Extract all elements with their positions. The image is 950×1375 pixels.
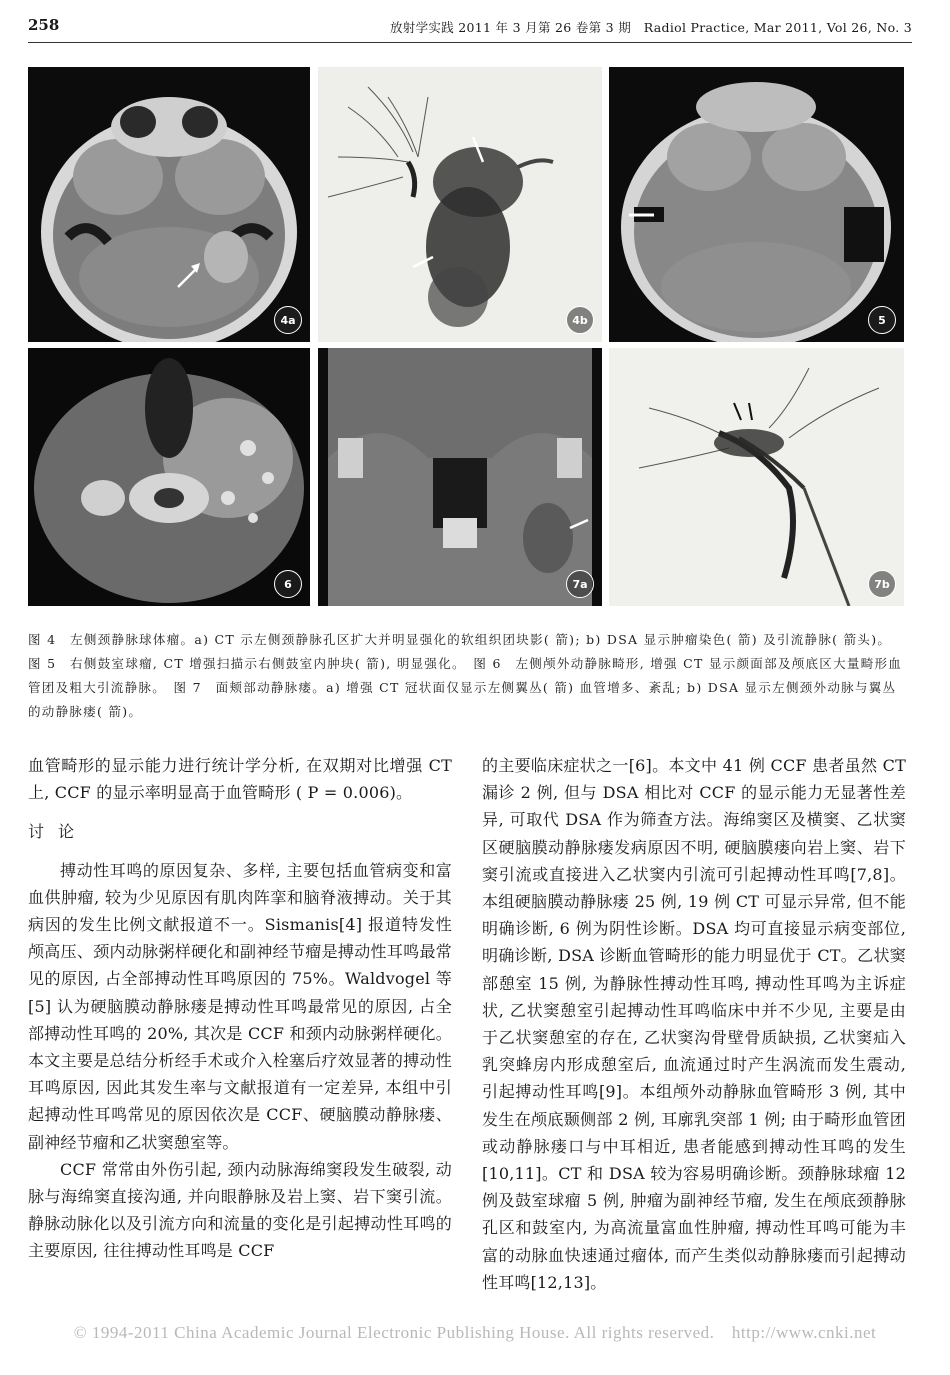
ct-coronal-image — [318, 348, 602, 606]
figure-6 — [28, 348, 310, 606]
section-heading: 讨论 — [28, 822, 89, 842]
figure-4a — [28, 67, 310, 342]
right-column — [482, 752, 906, 1296]
paragraph: CCF 常常由外伤引起, 颈内动脉海绵窦段发生破裂, 动脉与海绵窦直接沟通, 并向眼静脉及岩上窦、岩下窦引流。静脉动脉化以及引流方向和流量的变化是引起搏动性耳鸣的主要原因, 往往搏动性耳鸣是 CCF — [28, 1159, 452, 1261]
paragraph: 血管畸形的显示能力进行统计学分析, 在双期对比增强 CT 上, CCF 的显示率明显高于血管畸形 ( P = 0.006)。 — [28, 756, 452, 803]
figure-4b — [318, 67, 602, 342]
page-number: 258 — [28, 16, 60, 34]
figure-label: 4b — [566, 306, 594, 334]
ct-axial-image — [609, 67, 904, 342]
figure-caption — [28, 628, 908, 724]
figure-label: 7a — [566, 570, 594, 598]
paragraph: 的主要临床症状之一[6]。本文中 41 例 CCF 患者虽然 CT 漏诊 2 例, 但与 DSA 相比对 CCF 的显示能力无显著性差异, 可取代 DSA 作为筛查方法。海绵窦区及横窦、乙状窦区硬脑膜动静脉瘘发病原因不明, 硬脑膜瘘向岩上窦、岩下窦引流或直接进入乙状窦内引流可引起搏动性耳鸣[7,8]。本组硬脑膜动静脉瘘 25 例, 19 例 CT 可显示异常, 但不能明确诊断, 6 例为阴性诊断。DSA 均可直接显示病变部位, 明确诊断, DSA 诊断血管畸形的能力明显优于 CT。乙状窦部憩室 15 例, 为静脉性搏动性耳鸣, 搏动性耳鸣为主诉症状, 乙状窦憩室引起搏动性耳鸣临床中并不少见, 主要是由于乙状窦憩室的存在, 乙状窦沟骨壁骨质缺损, 乙状窦疝入乳突蜂房内形成憩室后, 血流通过时产生涡流而发生震动, 引起搏动性耳鸣[9]。本组颅外动静脉血管畸形 3 例, 其中发生在颅底颞侧部 2 例, 耳廓乳突部 1 例; 由于畸形血管团或动静脉瘘口与中耳相近, 患者能感到搏动性耳鸣的发生[10,11]。CT 和 DSA 较为容易明确诊断。颈静脉球瘤 12 例及鼓室球瘤 5 例, 肿瘤为副神经节瘤, 发生在颅底颈静脉孔区和鼓室内, 为高流量富血性肿瘤, 搏动性耳鸣可能为丰富的动脉血快速通过瘤体, 而产生类似动静脉瘘而引起搏动性耳鸣[12,13]。 — [482, 756, 906, 1292]
ct-axial-image — [28, 67, 310, 342]
header-rule — [28, 42, 912, 43]
figure-5 — [609, 67, 904, 342]
dsa-image — [609, 348, 904, 606]
left-column — [28, 752, 452, 1265]
dsa-image — [318, 67, 602, 342]
ct-axial-image — [28, 348, 310, 606]
figure-label: 4a — [274, 306, 302, 334]
journal-header: 放射学实践 2011 年 3 月第 26 卷第 3 期 Radiol Practice, Mar 2011, Vol 26, No. 3 — [390, 20, 912, 35]
figure-label: 5 — [868, 306, 896, 334]
figure-7b — [609, 348, 904, 606]
paragraph: 搏动性耳鸣的原因复杂、多样, 主要包括血管病变和富血供肿瘤, 较为少见原因有肌肉阵挛和脑脊液搏动。关于其病因的发生比例文献报道不一。Sismanis[4] 报道特发性颅高压、颈内动脉粥样硬化和副神经节瘤是搏动性耳鸣最常见的原因, 占全部搏动性耳鸣原因的 75%。Waldvogel 等[5] 认为硬脑膜动静脉瘘是搏动性耳鸣最常见的原因, 占全部搏动性耳鸣的 20%, 其次是 CCF 和颈内动脉粥样硬化。本文主要是总结分析经手术或介入栓塞后疗效显著的搏动性耳鸣原因, 因此其发生率与文献报道有一定差异, 本组中引起搏动性耳鸣常见的原因依次是 CCF、硬脑膜动静脉瘘、副神经节瘤和乙状窦憩室等。 — [28, 860, 452, 1152]
caption-text: 图 4 左侧颈静脉球体瘤。a) CT 示左侧颈静脉孔区扩大并明显强化的软组织团块影( 箭); b) DSA 显示肿瘤染色( 箭) 及引流静脉( 箭头)。 图 5 右侧鼓室球瘤, CT 增强扫描示右侧鼓室内肿块( 箭), 明显强化。 图 6 左侧颅外动静脉畸形, 增强 CT 显示颜面部及颅底区大量畸形血管团及粗大引流静脉。 图 7 面颊部动静脉瘘。a) 增强 CT 冠状面仅显示左侧翼丛( 箭) 血管增多、紊乱; b) DSA 显示左侧颈外动脉与翼丛的动静脉瘘( 箭)。 — [28, 632, 903, 719]
figure-label: 7b — [868, 570, 896, 598]
figure-label: 6 — [274, 570, 302, 598]
figure-7a — [318, 348, 602, 606]
copyright-watermark: © 1994-2011 China Academic Journal Electronic Publishing House. All rights reserved. http://www.cnki.net — [73, 1323, 877, 1342]
